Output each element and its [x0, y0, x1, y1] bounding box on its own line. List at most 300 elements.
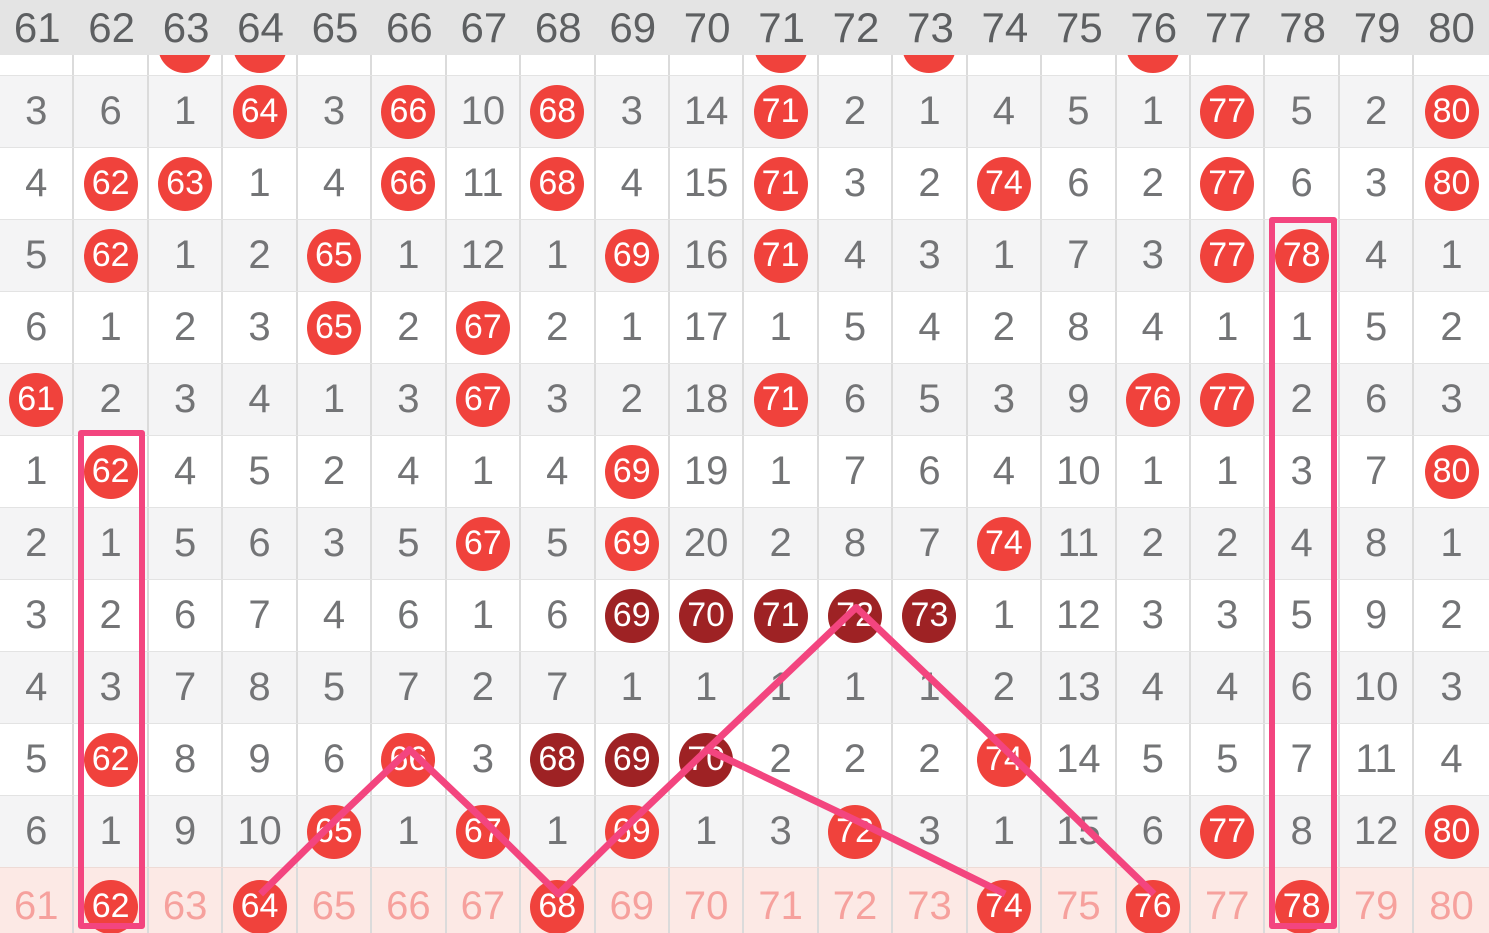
table-cell: 69	[596, 868, 670, 933]
column-header: 68	[534, 3, 582, 51]
table-cell: 3	[223, 292, 297, 363]
table-cell	[1414, 55, 1488, 75]
table-cell: 1	[893, 652, 967, 723]
table-cell	[521, 868, 595, 933]
table-cell: 5	[0, 220, 74, 291]
table-row	[0, 795, 1489, 867]
table-cell	[744, 364, 818, 435]
table-cell: 77	[1191, 868, 1265, 933]
table-cell: 75	[1042, 868, 1116, 933]
table-row	[0, 507, 1489, 579]
table-cell: 11	[1340, 724, 1414, 795]
drawn-number-circle: 62	[84, 733, 138, 787]
table-cell: 3	[74, 652, 148, 723]
table-cell	[372, 76, 446, 147]
table-cell	[744, 148, 818, 219]
table-cell: 7	[1340, 436, 1414, 507]
drawn-number-circle: 77	[1200, 157, 1254, 211]
dark-drawn-number-circle: 72	[828, 589, 882, 643]
table-cell: 2	[893, 148, 967, 219]
drawn-number-circle: 77	[1200, 85, 1254, 139]
table-cell: 1	[1191, 292, 1265, 363]
table-cell	[298, 796, 372, 867]
table-cell: 5	[1265, 580, 1339, 651]
table-cell: 1	[1440, 233, 1463, 277]
table-cell: 3	[298, 76, 372, 147]
table-cell: 10	[447, 76, 521, 147]
table-cell	[298, 292, 372, 363]
table-cell: 7	[819, 436, 893, 507]
drawn-number-circle: 62	[84, 445, 138, 499]
table-cell: 4	[1340, 220, 1414, 291]
table-cell	[521, 55, 595, 75]
column-header: 70	[683, 3, 731, 51]
table-cell	[1265, 55, 1339, 75]
table-row	[0, 219, 1489, 291]
table-cell: 1	[1117, 436, 1191, 507]
column-header: 80	[1428, 3, 1475, 51]
dark-drawn-number-circle: 73	[902, 589, 956, 643]
table-cell	[596, 220, 670, 291]
table-cell	[893, 55, 967, 75]
table-cell	[447, 796, 521, 867]
table-cell: 4	[1117, 292, 1191, 363]
table-cell: 1	[1117, 76, 1191, 147]
table-cell	[1265, 868, 1339, 933]
table-cell: 17	[670, 292, 744, 363]
table-cell: 5	[223, 436, 297, 507]
table-row	[0, 363, 1489, 435]
table-cell: 4	[149, 436, 223, 507]
table-cell	[1042, 55, 1116, 75]
table-cell: 4	[968, 76, 1042, 147]
table-cell: 2	[223, 220, 297, 291]
table-cell: 19	[670, 436, 744, 507]
table-cell	[596, 796, 670, 867]
table-cell: 63	[149, 868, 223, 933]
table-cell: 2	[968, 652, 1042, 723]
drawn-number-circle: 66	[381, 85, 435, 139]
column-header: 66	[386, 3, 433, 51]
table-cell: 3	[0, 76, 74, 147]
table-cell: 3	[1117, 220, 1191, 291]
table-cell	[74, 55, 148, 75]
table-cell: 4	[298, 580, 372, 651]
table-cell: 2	[596, 364, 670, 435]
table-cell: 3	[893, 796, 967, 867]
table-cell: 2	[968, 292, 1042, 363]
table-cell	[1191, 364, 1265, 435]
table-cell	[1340, 55, 1414, 75]
table-cell	[74, 220, 148, 291]
table-cell: 1	[0, 436, 74, 507]
table-cell: 4	[1440, 737, 1463, 781]
drawn-number-circle: 69	[605, 445, 659, 499]
table-cell: 1	[968, 580, 1042, 651]
table-cell: 4	[372, 436, 446, 507]
table-cell: 1	[447, 580, 521, 651]
table-cell	[223, 55, 297, 75]
table-cell: 6	[893, 436, 967, 507]
table-cell	[819, 580, 893, 651]
table-cell: 2	[298, 436, 372, 507]
table-cell	[298, 55, 372, 75]
table-cell: 8	[819, 508, 893, 579]
table-cell	[968, 148, 1042, 219]
table-cell	[1414, 76, 1488, 147]
table-cell: 1	[744, 436, 818, 507]
table-cell: 7	[1042, 220, 1116, 291]
table-cell: 2	[1191, 508, 1265, 579]
table-cell	[968, 724, 1042, 795]
dark-drawn-number-circle: 71	[754, 589, 808, 643]
table-cell: 2	[149, 292, 223, 363]
table-cell	[149, 148, 223, 219]
table-cell: 5	[372, 508, 446, 579]
table-cell: 4	[0, 148, 74, 219]
drawn-number-circle: 65	[307, 301, 361, 355]
drawn-number-circle: 69	[605, 805, 659, 859]
table-cell: 1	[223, 148, 297, 219]
table-cell: 4	[968, 436, 1042, 507]
table-cell: 3	[1440, 665, 1463, 709]
table-cell: 3	[968, 364, 1042, 435]
table-cell	[819, 55, 893, 75]
table-cell: 6	[0, 292, 74, 363]
table-row	[0, 579, 1489, 651]
table-cell: 7	[521, 652, 595, 723]
drawn-number-circle: 71	[754, 157, 808, 211]
table-cell: 7	[223, 580, 297, 651]
table-cell: 8	[1340, 508, 1414, 579]
table-cell: 5	[0, 724, 74, 795]
table-cell: 1	[74, 508, 148, 579]
table-cell	[596, 508, 670, 579]
table-cell: 13	[1042, 652, 1116, 723]
table-row	[0, 435, 1489, 507]
table-cell: 3	[521, 364, 595, 435]
table-cell	[596, 724, 670, 795]
table-cell: 20	[670, 508, 744, 579]
drawn-number-circle: 68	[530, 157, 584, 211]
table-cell: 2	[893, 724, 967, 795]
table-cell: 5	[149, 508, 223, 579]
table-cell: 2	[1440, 305, 1463, 349]
dark-drawn-number-circle: 69	[605, 733, 659, 787]
table-cell: 1	[74, 796, 148, 867]
table-cell: 9	[149, 796, 223, 867]
table-row	[0, 147, 1489, 219]
table-cell	[0, 55, 74, 75]
drawn-number-circle: 78	[1275, 880, 1329, 933]
table-cell: 4	[1265, 508, 1339, 579]
table-cell: 3	[1440, 377, 1463, 421]
drawn-number-circle: 80	[1425, 85, 1479, 139]
table-cell	[74, 148, 148, 219]
table-cell	[372, 724, 446, 795]
table-cell: 12	[1042, 580, 1116, 651]
table-cell: 5	[1191, 724, 1265, 795]
table-cell	[372, 148, 446, 219]
table-cell: 3	[1191, 580, 1265, 651]
column-header: 69	[609, 3, 657, 51]
drawn-number-circle: 62	[84, 229, 138, 283]
table-cell: 2	[0, 508, 74, 579]
table-cell	[447, 55, 521, 75]
drawn-number-circle: 63	[158, 157, 212, 211]
table-cell: 1	[819, 652, 893, 723]
table-cell: 8	[223, 652, 297, 723]
table-cell: 12	[447, 220, 521, 291]
drawn-number-circle: 72	[828, 805, 882, 859]
table-cell: 2	[1265, 364, 1339, 435]
table-cell: 4	[223, 364, 297, 435]
drawn-number-circle	[754, 55, 808, 73]
table-cell	[819, 796, 893, 867]
table-cell: 5	[1117, 724, 1191, 795]
table-cell: 3	[298, 508, 372, 579]
drawn-number-circle: 68	[530, 85, 584, 139]
table-cell: 3	[372, 364, 446, 435]
table-cell	[74, 868, 148, 933]
drawn-number-circle: 71	[754, 373, 808, 427]
drawn-number-circle: 67	[456, 805, 510, 859]
table-cell: 9	[223, 724, 297, 795]
table-cell: 2	[744, 508, 818, 579]
table-cell	[893, 580, 967, 651]
drawn-number-circle: 64	[233, 880, 287, 933]
table-cell	[0, 364, 74, 435]
table-cell: 79	[1340, 868, 1414, 933]
column-header: 62	[88, 3, 136, 51]
table-cell	[596, 580, 670, 651]
table-cell: 61	[0, 868, 74, 933]
table-cell	[744, 76, 818, 147]
table-cell: 6	[1265, 652, 1339, 723]
column-header: 73	[907, 3, 954, 51]
table-cell: 2	[819, 76, 893, 147]
drawn-number-circle	[902, 55, 956, 73]
table-cell: 16	[670, 220, 744, 291]
drawn-number-circle: 78	[1275, 229, 1329, 283]
drawn-number-circle: 80	[1425, 805, 1479, 859]
column-header: 77	[1204, 3, 1252, 51]
table-cell	[744, 55, 818, 75]
table-cell: 4	[521, 436, 595, 507]
drawn-number-circle	[233, 55, 287, 73]
drawn-number-circle: 69	[605, 229, 659, 283]
table-cell	[1191, 76, 1265, 147]
table-cell	[1191, 796, 1265, 867]
table-cell	[670, 580, 744, 651]
table-cell: 1	[893, 76, 967, 147]
drawn-number-circle: 66	[381, 157, 435, 211]
table-cell	[372, 55, 446, 75]
table-cell	[74, 436, 148, 507]
table-cell	[1414, 436, 1488, 507]
column-header: 67	[460, 3, 508, 51]
table-cell: 5	[819, 292, 893, 363]
table-cell	[1191, 55, 1265, 75]
table-cell: 18	[670, 364, 744, 435]
table-cell: 2	[372, 292, 446, 363]
column-header: 78	[1279, 3, 1327, 51]
table-cell: 6	[298, 724, 372, 795]
table-cell	[223, 868, 297, 933]
table-cell: 4	[893, 292, 967, 363]
table-cell: 8	[1265, 796, 1339, 867]
table-cell	[298, 220, 372, 291]
table-cell: 15	[670, 148, 744, 219]
drawn-number-circle	[1126, 55, 1180, 73]
table-cell	[149, 55, 223, 75]
column-header: 72	[832, 3, 880, 51]
table-cell	[1414, 796, 1488, 867]
table-cell: 14	[1042, 724, 1116, 795]
table-cell: 3	[1117, 580, 1191, 651]
table-cell	[968, 55, 1042, 75]
table-cell: 2	[521, 292, 595, 363]
table-cell	[670, 55, 744, 75]
table-cell: 2	[74, 580, 148, 651]
table-cell: 1	[149, 76, 223, 147]
table-cell: 4	[0, 652, 74, 723]
drawn-number-circle: 74	[977, 880, 1031, 933]
table-cell: 8	[149, 724, 223, 795]
drawn-number-circle: 67	[456, 301, 510, 355]
table-cell: 71	[744, 868, 818, 933]
table-cell: 8	[1042, 292, 1116, 363]
table-cell	[447, 292, 521, 363]
table-cell: 4	[1117, 652, 1191, 723]
column-header: 79	[1353, 3, 1401, 51]
table-cell: 1	[1191, 436, 1265, 507]
drawn-number-circle: 77	[1200, 373, 1254, 427]
table-cell: 1	[521, 220, 595, 291]
table-cell: 10	[1042, 436, 1116, 507]
drawn-number-circle: 65	[307, 805, 361, 859]
drawn-number-circle: 71	[754, 229, 808, 283]
table-cell: 2	[74, 364, 148, 435]
drawn-number-circle	[158, 55, 212, 73]
table-cell: 4	[819, 220, 893, 291]
drawn-number-circle: 74	[977, 733, 1031, 787]
table-cell: 1	[744, 292, 818, 363]
table-cell	[1265, 220, 1339, 291]
table-cell: 4	[298, 148, 372, 219]
table-cell	[1117, 55, 1191, 75]
table-cell: 2	[1440, 593, 1463, 637]
table-cell: 14	[670, 76, 744, 147]
table-cell: 3	[149, 364, 223, 435]
table-row	[0, 75, 1489, 147]
drawn-number-circle: 74	[977, 517, 1031, 571]
table-cell: 11	[447, 148, 521, 219]
column-header: 74	[981, 3, 1029, 51]
table-cell: 2	[1117, 508, 1191, 579]
table-cell	[447, 508, 521, 579]
drawn-number-circle: 62	[84, 157, 138, 211]
footer-row	[0, 867, 1489, 933]
table-cell: 4	[1191, 652, 1265, 723]
drawn-number-circle: 76	[1126, 880, 1180, 933]
table-cell: 1	[670, 796, 744, 867]
table-cell: 6	[149, 580, 223, 651]
drawn-number-circle: 61	[9, 373, 63, 427]
table-cell: 2	[819, 724, 893, 795]
table-cell	[968, 508, 1042, 579]
dark-drawn-number-circle: 68	[530, 733, 584, 787]
table-cell: 80	[1429, 884, 1474, 928]
dark-drawn-number-circle: 69	[605, 589, 659, 643]
table-cell: 6	[819, 364, 893, 435]
drawn-number-circle: 69	[605, 517, 659, 571]
table-cell: 9	[1042, 364, 1116, 435]
table-cell: 1	[1265, 292, 1339, 363]
table-cell: 5	[1042, 76, 1116, 147]
table-cell: 10	[223, 796, 297, 867]
table-cell: 3	[596, 76, 670, 147]
table-cell: 5	[1340, 292, 1414, 363]
table-cell: 1	[74, 292, 148, 363]
table-cell: 7	[893, 508, 967, 579]
column-header: 76	[1130, 3, 1178, 51]
drawn-number-circle: 71	[754, 85, 808, 139]
table-cell: 3	[819, 148, 893, 219]
table-cell: 12	[1340, 796, 1414, 867]
table-cell: 3	[893, 220, 967, 291]
drawn-number-circle: 67	[456, 373, 510, 427]
table-cell: 11	[1042, 508, 1116, 579]
drawn-number-circle: 80	[1425, 445, 1479, 499]
drawn-number-circle: 77	[1200, 229, 1254, 283]
table-cell	[223, 76, 297, 147]
table-cell: 7	[149, 652, 223, 723]
table-cell: 1	[596, 652, 670, 723]
table-cell: 65	[298, 868, 372, 933]
dark-drawn-number-circle: 70	[679, 733, 733, 787]
column-header: 71	[758, 3, 805, 51]
table-cell: 6	[74, 76, 148, 147]
table-cell: 6	[1117, 796, 1191, 867]
table-cell	[596, 436, 670, 507]
table-cell	[670, 724, 744, 795]
column-header: 65	[311, 3, 359, 51]
drawn-number-circle: 64	[233, 85, 287, 139]
table-cell: 1	[372, 796, 446, 867]
column-header-row	[0, 0, 1489, 55]
table-cell: 2	[1117, 148, 1191, 219]
table-cell	[447, 364, 521, 435]
table-cell: 5	[893, 364, 967, 435]
table-cell: 67	[447, 868, 521, 933]
table-cell: 3	[1265, 436, 1339, 507]
table-cell	[744, 580, 818, 651]
table-cell: 6	[521, 580, 595, 651]
table-cell: 5	[521, 508, 595, 579]
table-row	[0, 651, 1489, 723]
table-cell: 70	[670, 868, 744, 933]
table-cell: 2	[744, 724, 818, 795]
drawn-number-circle: 74	[977, 157, 1031, 211]
table-cell: 5	[298, 652, 372, 723]
column-header: 75	[1055, 3, 1103, 51]
drawn-number-circle: 80	[1425, 157, 1479, 211]
drawn-number-circle: 68	[530, 880, 584, 933]
table-cell: 1	[670, 652, 744, 723]
table-cell	[1117, 868, 1191, 933]
drawn-number-circle: 65	[307, 229, 361, 283]
